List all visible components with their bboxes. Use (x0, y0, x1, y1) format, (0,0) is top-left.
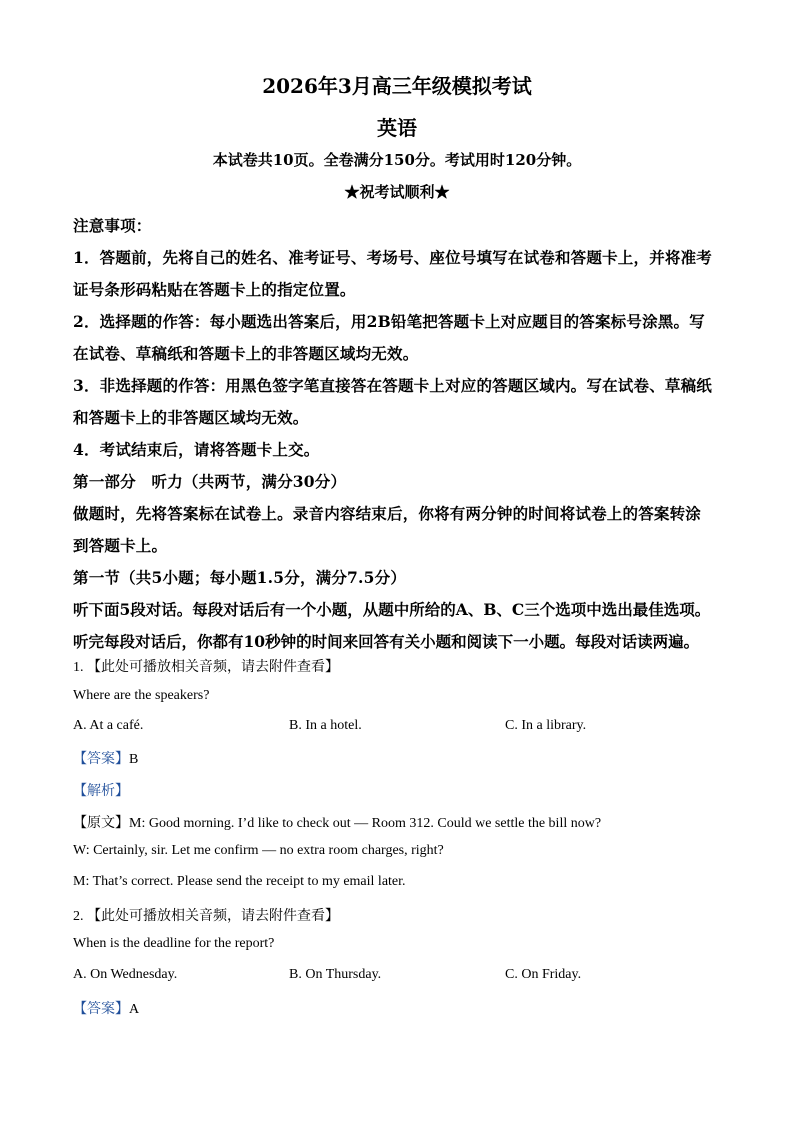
answer-tag: 【答案】 (73, 1001, 129, 1017)
question-1-text: Where are the speakers? (73, 688, 210, 703)
part1-heading: 第一部分 听力（共两节，满分30分） (73, 472, 347, 491)
part1-instruction: 到答题卡上。 (73, 536, 168, 555)
q1-script-line (73, 812, 733, 832)
notice-heading: 注意事项： (73, 216, 152, 235)
q1-script-line: W: Certainly, sir. Let me confirm — no extra room charges, right? (73, 843, 444, 858)
notice-line: 证号条形码粘贴在答题卡上的指定位置。 (73, 280, 356, 299)
exam-meta: 本试卷共10页。全卷满分150分。考试用时120分钟。 (212, 151, 582, 169)
part1-instruction: 做题时，先将答案标在试卷上。录音内容结束后，你将有两分钟的时间将试卷上的答案转涂 (73, 504, 702, 523)
q1-option-a: A. At a café. (73, 718, 144, 733)
q2-option-c: C. On Friday. (505, 967, 582, 982)
notice-line: 2．选择题的作答：每小题选出答案后，用2B铅笔把答题卡上对应题目的答案标号涂黑。写 (73, 312, 705, 331)
exam-title: 2026年3月高三年级模拟考试 (262, 74, 532, 98)
section1-heading: 第一节（共5小题；每小题1.5分，满分7.5分） (73, 568, 407, 587)
q1-answer (73, 748, 733, 768)
q2-option-b: B. On Thursday. (289, 967, 382, 982)
answer-tag: 【答案】 (73, 751, 129, 767)
section1-direction: 听完每段对话后，你都有10秒钟的时间来回答有关小题和阅读下一小题。每段对话读两遍。 (73, 632, 700, 651)
q1-analysis (73, 780, 733, 800)
q2-option-a: A. On Wednesday. (73, 967, 178, 982)
notice-line: 4．考试结束后，请将答题卡上交。 (73, 440, 320, 459)
answer-value: B (129, 752, 139, 767)
notice-line: 在试卷、草稿纸和答题卡上的非答题区域均无效。 (73, 344, 419, 363)
q1-script-line: M: That’s correct. Please send the receipt to my email later. (73, 874, 406, 889)
question-2-header (73, 905, 733, 925)
audio-link[interactable]: 【此处可播放相关音频，请去附件查看】 (87, 909, 339, 924)
notice-line: 和答题卡上的非答题区域均无效。 (73, 408, 309, 427)
question-2-text: When is the deadline for the report? (73, 936, 275, 951)
q1-option-c: C. In a library. (505, 718, 587, 733)
question-1-header (73, 656, 733, 676)
script-tag: 【原文】 (73, 816, 129, 831)
section1-direction: 听下面5段对话。每段对话后有一个小题，从题中所给的A、B、C三个选项中选出最佳选项。 (73, 600, 711, 619)
question-number: 1. (73, 660, 84, 675)
audio-link[interactable]: 【此处可播放相关音频，请去附件查看】 (87, 660, 339, 675)
q1-option-b: B. In a hotel. (289, 718, 362, 733)
analysis-tag: 【解析】 (73, 783, 129, 799)
script-text: M: Good morning. I’d like to check out — Room 312. Could we settle the bill now? (129, 816, 602, 831)
question-number: 2. (73, 909, 84, 924)
notice-line: 1．答题前，先将自己的姓名、准考证号、考场号、座位号填写在试卷和答题卡上，并将准考 (73, 248, 712, 267)
q2-answer (73, 998, 733, 1018)
answer-value: A (129, 1002, 140, 1017)
exam-subject: 英语 (377, 116, 417, 140)
exam-wish: ★祝考试顺利★ (344, 183, 450, 201)
notice-line: 3．非选择题的作答：用黑色签字笔直接答在答题卡上对应的答题区域内。写在试卷、草稿纸 (73, 376, 712, 395)
